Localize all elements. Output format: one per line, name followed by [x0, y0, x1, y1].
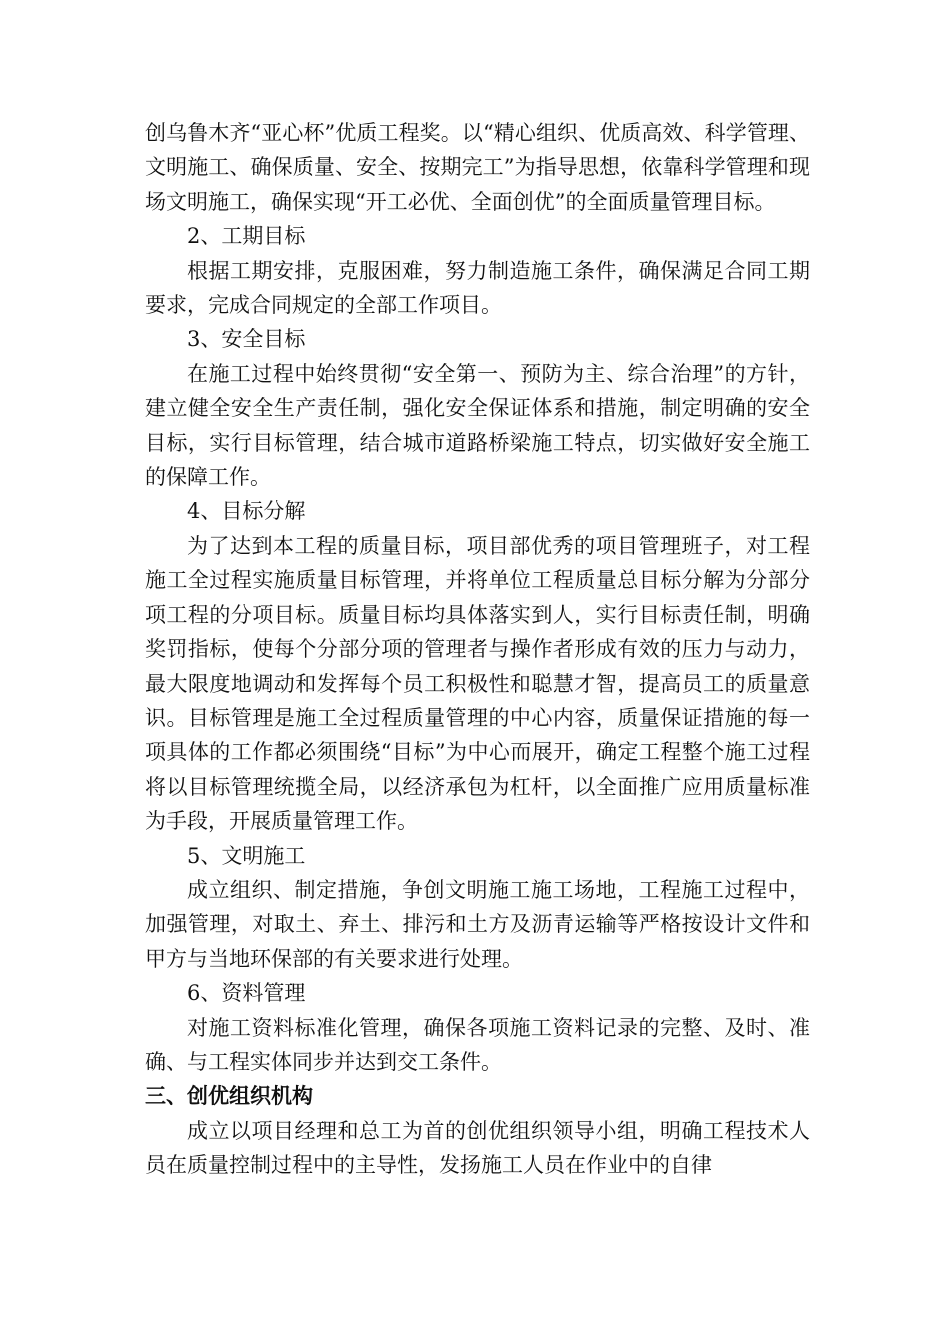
section-body: 成立以项目经理和总工为首的创优组织领导小组，明确工程技术人员在质量控制过程中的主导性，发扬施工人员在作业中的自律 — [145, 1118, 810, 1178]
item-heading-schedule-goal: 2、工期目标 — [187, 224, 306, 249]
item-body-safety-goal: 在施工过程中始终贯彻“安全第一、预防为主、综合治理”的方针，建立健全安全生产责任制，强化安全保证体系和措施，制定明确的安全目标，实行目标管理，结合城市道路桥梁施工特点，切实做好安全施工的保障工作。 — [145, 361, 810, 490]
item-heading-safety-goal: 3、安全目标 — [187, 327, 306, 352]
item-heading-document-management: 6、资料管理 — [187, 981, 306, 1006]
item-body-goal-breakdown: 为了达到本工程的质量目标，项目部优秀的项目管理班子，对工程施工全过程实施质量目标管理，并将单位工程质量总目标分解为分部分项工程的分项目标。质量目标均具体落实到人，实行目标责任制，明确奖罚指标，使每个分部分项的管理者与操作者形成有效的压力与动力，最大限度地调动和发挥每个员工积极性和聪慧才智，提高员工的质量意识。目标管理是施工全过程质量管理的中心内容，质量保证措施的每一项具体的工作都必须围绕“目标”为中心而展开，确定工程整个施工过程将以目标管理统揽全局，以经济承包为杠杆，以全面推广应用质量标准为手段，开展质量管理工作。 — [145, 533, 810, 834]
item-body-document-management: 对施工资料标准化管理，确保各项施工资料记录的完整、及时、准确、与工程实体同步并达到交工条件。 — [145, 1015, 810, 1074]
section-heading: 三、创优组织机构 — [145, 1084, 313, 1109]
item-body-schedule-goal: 根据工期安排，克服困难，努力制造施工条件，确保满足合同工期要求，完成合同规定的全部工作项目。 — [145, 258, 810, 318]
intro-paragraph: 创乌鲁木齐“亚心杯”优质工程奖。以“精心组织、优质高效、科学管理、文明施工、确保质量、安全、按期完工”为指导思想，依靠科学管理和现场文明施工，确保实现“开工必优、全面创优”的全面质量管理目标。 — [145, 121, 810, 214]
item-heading-civilized-construction: 5、文明施工 — [187, 843, 306, 868]
item-heading-goal-breakdown: 4、目标分解 — [187, 499, 306, 524]
item-body-civilized-construction: 成立组织、制定措施，争创文明施工施工场地，工程施工过程中，加强管理，对取土、弃土、排污和土方及沥青运输等严格按设计文件和甲方与当地环保部的有关要求进行处理。 — [145, 877, 810, 971]
document-page — [145, 116, 810, 1183]
